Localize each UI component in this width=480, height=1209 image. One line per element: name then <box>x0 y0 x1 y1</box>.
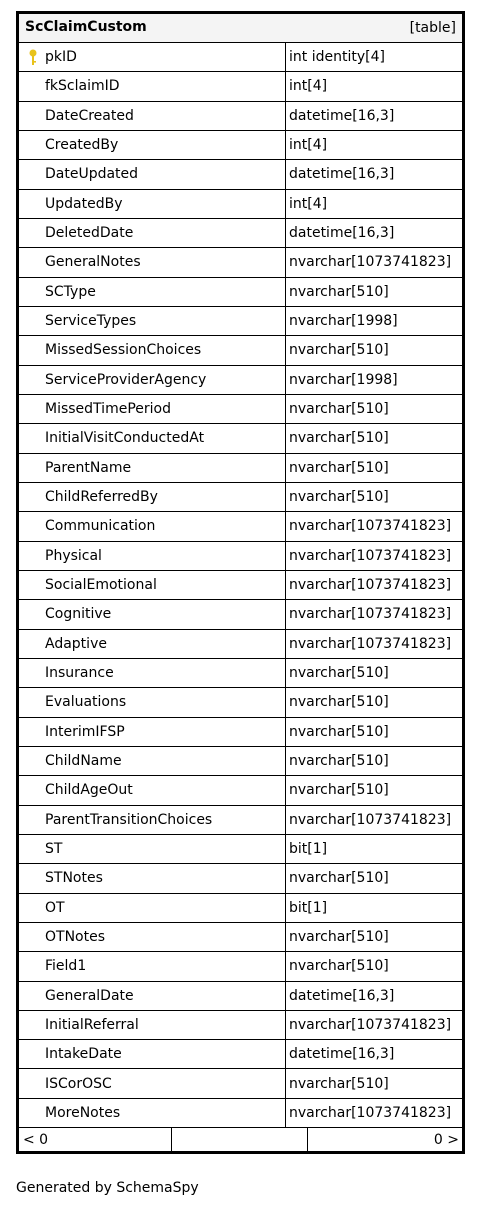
column-type: nvarchar[510] <box>289 430 389 447</box>
table-row <box>19 1011 462 1040</box>
column-name[interactable] <box>19 43 286 71</box>
column-name-label: Communication <box>45 518 156 535</box>
table-row <box>19 542 462 571</box>
column-name[interactable] <box>19 835 286 863</box>
column-name-label: SocialEmotional <box>45 577 157 594</box>
child-count[interactable]: 0 > <box>433 1131 459 1148</box>
column-name-label: GeneralDate <box>45 987 134 1004</box>
table-row <box>19 102 462 131</box>
column-type: bit[1] <box>289 841 328 858</box>
column-name[interactable] <box>19 894 286 922</box>
column-name-label: DateCreated <box>45 107 134 124</box>
column-name-label: ChildReferredBy <box>45 489 158 506</box>
table-entity <box>16 11 465 1154</box>
table-row <box>19 894 462 923</box>
column-name[interactable] <box>19 454 286 482</box>
column-name[interactable] <box>19 307 286 335</box>
column-name-label: OT <box>45 899 65 916</box>
table-row <box>19 1069 462 1098</box>
column-name[interactable] <box>19 1099 286 1127</box>
column-type: nvarchar[1073741823] <box>289 254 452 271</box>
parent-count[interactable]: < 0 <box>19 1128 172 1151</box>
column-name-label: OTNotes <box>45 929 106 945</box>
column-name-label: InterimIFSP <box>45 723 125 740</box>
column-name[interactable] <box>19 1040 286 1068</box>
table-row <box>19 424 462 453</box>
column-name-label: InitialVisitConductedAt <box>45 430 205 447</box>
table-row <box>19 307 462 336</box>
table-row <box>19 571 462 600</box>
column-name[interactable] <box>19 1069 286 1097</box>
column-type: nvarchar[1073741823] <box>289 811 452 828</box>
footer-spacer <box>172 1128 308 1151</box>
column-name[interactable] <box>19 747 286 775</box>
table-row <box>19 600 462 629</box>
column-name-label: MissedTimePeriod <box>45 401 171 418</box>
column-name[interactable] <box>19 630 286 658</box>
column-name-label: SCType <box>45 283 96 300</box>
column-type: bit[1] <box>289 899 328 916</box>
column-type: nvarchar[1073741823] <box>289 1104 452 1121</box>
table-name[interactable]: ScClaimCustom <box>25 19 147 35</box>
table-row <box>19 864 462 893</box>
column-name-label: ChildAgeOut <box>45 782 133 799</box>
column-type: nvarchar[1073741823] <box>289 547 452 564</box>
column-name-label: Field1 <box>45 958 87 975</box>
table-row <box>19 190 462 219</box>
table-row <box>19 278 462 307</box>
column-name-label: Evaluations <box>45 694 127 711</box>
column-name-label: ISCorOSC <box>45 1075 112 1092</box>
table-row <box>19 982 462 1011</box>
table-row <box>19 923 462 952</box>
table-row <box>19 747 462 776</box>
column-name[interactable] <box>19 542 286 570</box>
table-row <box>19 659 462 688</box>
table-row <box>19 454 462 483</box>
column-type: nvarchar[1998] <box>289 313 398 330</box>
table-row <box>19 512 462 541</box>
column-name[interactable] <box>19 336 286 364</box>
column-name[interactable] <box>19 395 286 423</box>
column-name-label: Insurance <box>45 665 114 682</box>
table-row <box>19 72 462 101</box>
column-name[interactable] <box>19 278 286 306</box>
column-type: datetime[16,3] <box>289 225 395 242</box>
column-name[interactable] <box>19 1011 286 1039</box>
column-type: nvarchar[510] <box>289 753 389 770</box>
column-name[interactable] <box>19 776 286 804</box>
column-type: nvarchar[510] <box>289 694 389 711</box>
column-name[interactable] <box>19 571 286 599</box>
column-type: nvarchar[510] <box>289 401 389 418</box>
column-type: int[4] <box>289 137 328 154</box>
column-type: nvarchar[1073741823] <box>289 577 452 594</box>
column-type: nvarchar[1073741823] <box>289 518 452 535</box>
column-type: int[4] <box>289 195 328 212</box>
column-type: nvarchar[1073741823] <box>289 606 452 623</box>
table-row <box>19 718 462 747</box>
column-name[interactable] <box>19 952 286 980</box>
table-row <box>19 688 462 717</box>
table-row <box>19 806 462 835</box>
column-name[interactable] <box>19 72 286 100</box>
column-name-label: DeletedDate <box>45 225 134 242</box>
column-name-label: ParentTransitionChoices <box>45 811 213 828</box>
column-type: nvarchar[510] <box>289 870 389 887</box>
table-row <box>19 630 462 659</box>
table-row <box>19 366 462 395</box>
column-name-label: CreatedBy <box>45 137 119 154</box>
column-name-label: UpdatedBy <box>45 195 123 212</box>
table-row <box>19 1099 462 1128</box>
column-name[interactable] <box>19 424 286 452</box>
column-type: nvarchar[510] <box>289 723 389 740</box>
column-name-label: GeneralNotes <box>45 254 141 271</box>
column-type: datetime[16,3] <box>289 1046 395 1063</box>
column-name-label: ST <box>45 841 63 858</box>
table-footer <box>19 1128 462 1151</box>
column-name[interactable] <box>19 718 286 746</box>
column-type: nvarchar[510] <box>289 1075 389 1092</box>
column-name[interactable] <box>19 483 286 511</box>
column-name[interactable] <box>19 219 286 247</box>
column-name[interactable] <box>19 160 286 188</box>
generated-by-text: Generated by SchemaSpy <box>16 1180 199 1196</box>
column-name[interactable] <box>19 102 286 130</box>
table-row <box>19 336 462 365</box>
column-name[interactable] <box>19 864 286 892</box>
table-row <box>19 1040 462 1069</box>
column-name-label: Cognitive <box>45 606 112 623</box>
table-row <box>19 952 462 981</box>
column-name[interactable] <box>19 923 286 951</box>
table-row <box>19 160 462 189</box>
column-type: datetime[16,3] <box>289 166 395 183</box>
column-type: nvarchar[1073741823] <box>289 635 452 652</box>
table-row <box>19 835 462 864</box>
column-type: nvarchar[510] <box>289 665 389 682</box>
key-icon <box>27 49 39 66</box>
column-type: nvarchar[1998] <box>289 371 398 388</box>
column-name[interactable] <box>19 131 286 159</box>
table-row <box>19 248 462 277</box>
column-type: nvarchar[510] <box>289 929 389 945</box>
column-type: nvarchar[510] <box>289 489 389 506</box>
column-type: datetime[16,3] <box>289 987 395 1004</box>
table-row <box>19 43 462 72</box>
column-name-label: fkSclaimID <box>45 78 120 95</box>
column-type: nvarchar[510] <box>289 782 389 799</box>
column-name[interactable] <box>19 688 286 716</box>
column-list <box>19 43 462 1128</box>
column-name-label: InitialReferral <box>45 1016 139 1033</box>
column-name[interactable] <box>19 982 286 1010</box>
column-name-label: DateUpdated <box>45 166 139 183</box>
column-name[interactable] <box>19 806 286 834</box>
table-row <box>19 131 462 160</box>
column-name[interactable] <box>19 248 286 276</box>
column-name-label: ChildName <box>45 753 122 770</box>
column-name-label: ServiceTypes <box>45 313 137 330</box>
column-name[interactable] <box>19 659 286 687</box>
column-name-label: Physical <box>45 547 102 564</box>
column-name[interactable] <box>19 512 286 540</box>
column-type: nvarchar[510] <box>289 342 389 359</box>
table-row <box>19 776 462 805</box>
column-name-label: IntakeDate <box>45 1046 122 1063</box>
column-type: nvarchar[510] <box>289 459 389 476</box>
column-name-label: STNotes <box>45 870 103 887</box>
column-name[interactable] <box>19 366 286 394</box>
table-type-label: [table] <box>409 20 456 36</box>
table-row <box>19 219 462 248</box>
table-header <box>19 14 462 43</box>
column-name[interactable] <box>19 600 286 628</box>
column-type: nvarchar[510] <box>289 283 389 300</box>
table-row <box>19 395 462 424</box>
column-type: datetime[16,3] <box>289 107 395 124</box>
column-name-label: ServiceProviderAgency <box>45 371 207 388</box>
column-name-label: pkID <box>45 49 77 66</box>
column-type: int identity[4] <box>289 49 385 66</box>
table-row <box>19 483 462 512</box>
column-name-label: Adaptive <box>45 635 107 652</box>
column-name-label: MissedSessionChoices <box>45 342 202 359</box>
column-name-label: ParentName <box>45 459 132 476</box>
column-type: nvarchar[1073741823] <box>289 1016 452 1033</box>
column-name[interactable] <box>19 190 286 218</box>
column-name-label: MoreNotes <box>45 1104 121 1121</box>
column-type: nvarchar[510] <box>289 958 389 975</box>
column-type: int[4] <box>289 78 328 95</box>
